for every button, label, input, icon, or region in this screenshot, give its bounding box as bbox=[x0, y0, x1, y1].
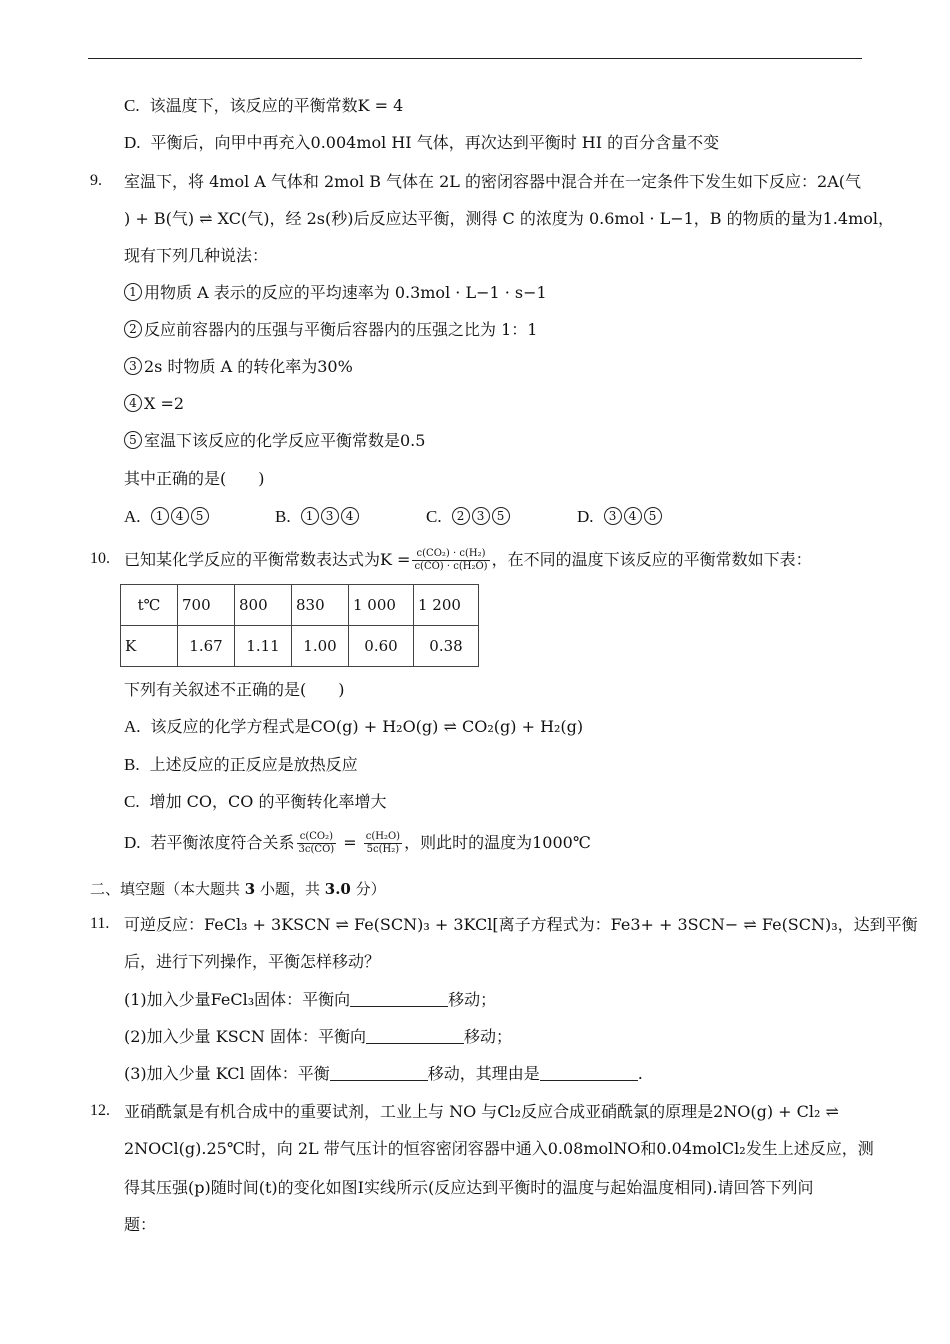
fraction-numerator: c(CO₂) · c(H₂) bbox=[412, 548, 489, 561]
circled-number: 3 bbox=[124, 357, 142, 375]
q9-statement bbox=[124, 320, 537, 340]
q11-part2 bbox=[124, 1027, 512, 1047]
statement-text: 2s 时物质 A 的转化率为30% bbox=[144, 357, 353, 376]
part-text: . bbox=[637, 1064, 643, 1083]
q12-line3: 得其压强(p)随时间(t)的变化如图Ⅰ实线所示(反应达到平衡时的温度与起始温度相同).请回答下列问 bbox=[124, 1178, 814, 1197]
fraction-denominator: c(CO) · c(H₂O) bbox=[414, 561, 488, 572]
section-count: 3 bbox=[244, 880, 256, 898]
header-rule bbox=[88, 58, 862, 59]
section-heading bbox=[90, 878, 386, 899]
table-cell: 0.60 bbox=[349, 626, 414, 667]
ratio-fraction bbox=[364, 831, 402, 856]
table-header-cell: 1 000 bbox=[349, 585, 414, 626]
table-cell: 1.11 bbox=[235, 626, 292, 667]
circled-number: 3 bbox=[604, 507, 622, 525]
answer-blank[interactable] bbox=[350, 992, 448, 1007]
option-text: ，则此时的温度为1000℃ bbox=[404, 833, 591, 852]
table-cell: 1.67 bbox=[178, 626, 235, 667]
table-cell: 1.00 bbox=[292, 626, 349, 667]
q10-option-a bbox=[124, 717, 583, 737]
option-text: 该反应的化学方程式是CO(g) + H₂O(g) ⇌ CO₂(g) + H₂(g) bbox=[150, 717, 584, 736]
fraction-denominator: 3c(CO) bbox=[298, 844, 335, 855]
answer-blank[interactable] bbox=[366, 1029, 464, 1044]
q11-line2: 后，进行下列操作，平衡怎样移动？ bbox=[124, 952, 381, 971]
q12-line4: 题： bbox=[124, 1215, 157, 1234]
fraction-numerator: c(H₂O) bbox=[365, 831, 401, 842]
statement-text: 室温下该反应的化学反应平衡常数是0.5 bbox=[144, 431, 426, 450]
q8-option-d bbox=[124, 133, 719, 153]
fraction-denominator: 5c(H₂) bbox=[366, 844, 400, 855]
option-label: D. bbox=[124, 833, 141, 852]
option-text: 上述反应的正反应是放热反应 bbox=[149, 755, 358, 774]
statement-text: 用物质 A 表示的反应的平均速率为 0.3mol · L−1 · s−1 bbox=[144, 283, 547, 302]
q8-option-c bbox=[124, 96, 403, 116]
circled-number: 1 bbox=[151, 507, 169, 525]
circled-number: 5 bbox=[191, 507, 209, 525]
table-header-cell: 830 bbox=[292, 585, 349, 626]
q12-line2: 2NOCl(g).25℃时，向 2L 带气压计的恒容密闭容器中通入0.08molNO和0.04molCl₂发生上述反应，测 bbox=[124, 1139, 874, 1158]
q9-option-a bbox=[124, 507, 211, 527]
question-number: 10. bbox=[90, 550, 110, 567]
q12-line1: 亚硝酰氯是有机合成中的重要试剂，工业上与 NO 与Cl₂反应合成亚硝酰氯的原理是2NO(g) + Cl₂ ⇌ bbox=[124, 1102, 839, 1121]
k-expression-fraction bbox=[412, 548, 489, 573]
section-text: 分） bbox=[350, 880, 386, 898]
answer-blank[interactable] bbox=[540, 1066, 638, 1081]
part-text: 移动； bbox=[464, 1027, 513, 1046]
option-text: 若平衡浓度符合关系 bbox=[150, 833, 295, 852]
circled-number: 4 bbox=[624, 507, 642, 525]
section-text: 小题，共 bbox=[255, 880, 325, 898]
table-header-cell: 700 bbox=[178, 585, 235, 626]
table-header-cell: 800 bbox=[235, 585, 292, 626]
part-text: (3)加入少量 KCl 固体：平衡 bbox=[124, 1064, 330, 1083]
circled-number: 1 bbox=[124, 283, 142, 301]
table-cell: K bbox=[121, 626, 178, 667]
circled-number: 2 bbox=[452, 507, 470, 525]
q9-statement bbox=[124, 431, 425, 451]
ratio-fraction bbox=[297, 831, 337, 856]
q9-stem-line3: 现有下列几种说法： bbox=[124, 246, 269, 265]
option-text: 增加 CO，CO 的平衡转化率增大 bbox=[149, 792, 387, 811]
q9-option-b bbox=[275, 507, 361, 527]
part-text: 移动，其理由是 bbox=[427, 1064, 540, 1083]
option-label: D. bbox=[124, 133, 141, 152]
circled-number: 3 bbox=[472, 507, 490, 525]
q9-option-d bbox=[577, 507, 664, 527]
q10-option-b bbox=[124, 755, 358, 775]
table-row bbox=[121, 626, 479, 667]
option-label: B. bbox=[124, 755, 140, 774]
table-row bbox=[121, 585, 479, 626]
option-label: C. bbox=[124, 792, 140, 811]
option-text: 该温度下，该反应的平衡常数K = 4 bbox=[149, 96, 404, 115]
section-score: 3.0 bbox=[324, 880, 351, 898]
q9-statement bbox=[124, 394, 184, 414]
part-text: (1)加入少量FeCl₃固体：平衡向 bbox=[124, 990, 351, 1009]
option-label: A. bbox=[124, 507, 141, 526]
part-text: 移动； bbox=[448, 990, 497, 1009]
q10-option-d: D. 若平衡浓度符合关系 $\frac{\text{c(CO₂)}}{3c(CO)}$ = $\frac{\text{c(H₂O)}}{\text{5c(H₂)}}$ ，则此时的温度为1000℃ bbox=[124, 828, 591, 858]
circled-number: 1 bbox=[301, 507, 319, 525]
table-cell: 0.38 bbox=[414, 626, 479, 667]
q9-statement bbox=[124, 283, 547, 303]
table-header-cell: 1 200 bbox=[414, 585, 479, 626]
q9-stem-line2: ) + B(气) ⇌ XC(气)，经 2s(秒)后反应达平衡，测得 C 的浓度为 0.6mol · L−1，B 的物质的量为1.4mol， bbox=[124, 209, 894, 228]
stem-text: ，在不同的温度下该反应的平衡常数如下表： bbox=[491, 550, 812, 569]
circled-number: 3 bbox=[321, 507, 339, 525]
option-label: A. bbox=[124, 717, 141, 736]
q9-ask: 其中正确的是( ) bbox=[124, 469, 265, 488]
circled-number: 5 bbox=[124, 431, 142, 449]
answer-blank[interactable] bbox=[330, 1066, 428, 1081]
equilibrium-constant-table bbox=[120, 584, 479, 667]
q11-part3 bbox=[124, 1064, 643, 1084]
stem-text: 已知某化学反应的平衡常数表达式为K = bbox=[124, 550, 411, 569]
question-number: 11. bbox=[90, 915, 110, 932]
table-header-cell: t℃ bbox=[121, 585, 178, 626]
option-label: C. bbox=[124, 96, 140, 115]
q10-option-c bbox=[124, 792, 387, 812]
circled-number: 2 bbox=[124, 320, 142, 338]
section-text: 二、填空题（本大题共 bbox=[90, 880, 245, 898]
statement-text: X =2 bbox=[144, 394, 185, 413]
q11-line1: 可逆反应：FeCl₃ + 3KSCN ⇌ Fe(SCN)₃ + 3KCl[离子方程式为：Fe3+ + 3SCN− ⇌ Fe(SCN)₃，达到平衡 bbox=[124, 915, 918, 934]
option-label: B. bbox=[275, 507, 291, 526]
option-text: 平衡后，向甲中再充入0.004mol HI 气体，再次达到平衡时 HI 的百分含量不变 bbox=[150, 133, 720, 152]
fraction-numerator: c(CO₂) bbox=[297, 831, 337, 844]
option-label: C. bbox=[426, 507, 442, 526]
q9-statement bbox=[124, 357, 353, 377]
circled-number: 5 bbox=[492, 507, 510, 525]
question-number: 9. bbox=[90, 172, 102, 189]
circled-number: 4 bbox=[171, 507, 189, 525]
q11-part1 bbox=[124, 990, 496, 1010]
circled-number: 4 bbox=[341, 507, 359, 525]
question-number: 12. bbox=[90, 1102, 110, 1119]
q10-ask: 下列有关叙述不正确的是( ) bbox=[124, 680, 345, 699]
q9-stem-line1: 室温下，将 4mol A 气体和 2mol B 气体在 2L 的密闭容器中混合并在一定条件下发生如下反应：2A(气 bbox=[124, 172, 861, 191]
part-text: (2)加入少量 KSCN 固体：平衡向 bbox=[124, 1027, 366, 1046]
q9-option-c bbox=[426, 507, 512, 527]
circled-number: 4 bbox=[124, 394, 142, 412]
option-label: D. bbox=[577, 507, 594, 526]
circled-number: 5 bbox=[644, 507, 662, 525]
q10-stem bbox=[124, 545, 812, 575]
statement-text: 反应前容器内的压强与平衡后容器内的压强之比为 1：1 bbox=[144, 320, 538, 339]
